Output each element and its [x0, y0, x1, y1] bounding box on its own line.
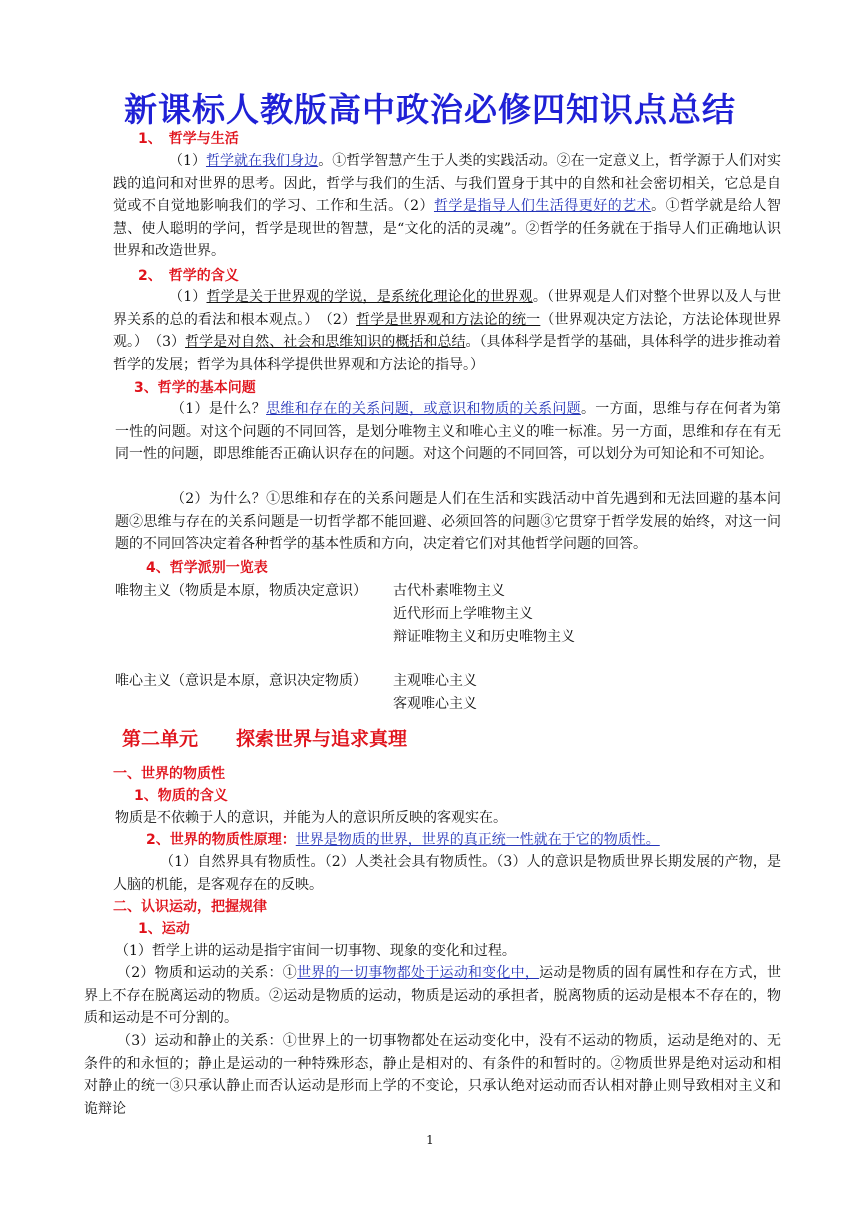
motion-rest-paragraph: （3）运动和静止的关系：①世界上的一切事物都处在运动变化中，没有不运动的物质，运动是绝对的、无条件的和永恒的；静止是运动的一种特殊形态，静止是相对的、有条件的和暂时的。②物质世界是绝对运动和相对静止的统一③只承认静止而否认运动是形而上学的不变论，只承认绝对运动而否认相对静止则导致相对主义和诡辩论	[84, 1033, 781, 1117]
text-run: 。①哲学就是给人智慧、使人聪明的学问，哲学是现世的智慧，是“文化的活的灵魂”。②哲学的任务就在于指导人们正确地认识世界和改造世界。	[113, 198, 782, 260]
underlined-text: 哲学是世界观和方法论的统一	[356, 311, 541, 328]
materiality-principle-line	[146, 829, 660, 849]
subheading-materiality-principle: 2、世界的物质性原理：	[146, 832, 296, 848]
text-run: （1）	[169, 153, 206, 169]
text-run: （2）物质和运动的关系：①	[117, 965, 298, 981]
hyperlink-thinking-and-existence[interactable]: 思维和存在的关系问题，或意识和物质的关系问题	[266, 401, 581, 417]
text-run: （世界观决定方法论，方法论体现世界观。） （3）	[113, 311, 782, 351]
part-2-heading: 二、认识运动，把握规律	[113, 899, 267, 915]
text-run: 。①哲学智慧产生于人类的实践活动。②在一定意义上，哲学源于人们对实践的追问和对世界的思考。因此，哲学与我们的生活、与我们置身于其中的自然和社会密切相关，它总是自觉或不自觉地影响我们的学习、工作和生活。（2）	[113, 153, 781, 215]
matter-definition: 物质是不依赖于人的意识，并能为人的意识所反映的客观实在。	[115, 810, 507, 826]
materiality-paragraph: （1）自然界具有物质性。（2）人类社会具有物质性。（3）人的意识是物质世界长期发展的产物，是人脑的机能，是客观存在的反映。	[113, 854, 781, 893]
page-number: 1	[426, 1133, 434, 1147]
hyperlink-philosophy-around-us[interactable]: 哲学就在我们身边	[205, 153, 319, 169]
matter-motion-paragraph	[84, 962, 781, 1030]
section-3-paragraph-2: （2）为什么？①思维和存在的关系问题是人们在生活和实践活动中首先遇到和无法回避的基本问题②思维与存在的关系问题是一切哲学都不能回避、必须回答的问题③它贯穿于哲学发展的始终，对这一问题的不同回答决定着各种哲学的基本性质和方向，决定着它们对其他哲学问题的回答。	[115, 491, 781, 553]
table-item: 古代朴素唯物主义	[393, 583, 505, 599]
unit-2-heading: 第二单元 探索世界与追求真理	[122, 728, 408, 750]
text-run: 。（世界观是人们对整个世界以及人与世界关系的总的看法和根本观点。） （2）	[113, 289, 782, 328]
section-2-paragraph	[113, 286, 781, 376]
underlined-text: 哲学是关于世界观的学说，是系统化理论化的世界观	[206, 289, 533, 305]
motion-definition: （1）哲学上讲的运动是指宇宙间一切事物、现象的变化和过程。	[115, 943, 516, 959]
part-1-heading: 一、世界的物质性	[113, 766, 225, 782]
text-run: 。一方面，思维与存在何者为第一性的问题。对这个问题的不同回答，是划分唯物主义和唯心主义的唯一标准。另一方面，思维和存在有无同一性的问题，即思维能否正确认识存在的问题。对这个问题的不同回答，可以划分为可知论和不可知论。	[115, 401, 782, 463]
materialism-label: 唯物主义（物质是本原，物质决定意识）	[115, 583, 367, 599]
section-heading-meaning-of-philosophy: 2、 哲学的含义	[138, 268, 239, 284]
table-item: 客观唯心主义	[393, 696, 477, 712]
text-run: 。（具体科学是哲学的基础，具体科学的进步推动着哲学的发展；哲学为具体科学提供世界观和方法论的指导。）	[113, 334, 781, 373]
hyperlink-everything-in-motion[interactable]: 世界的一切事物都处于运动和变化中，	[297, 965, 540, 981]
table-item: 主观唯心主义	[393, 673, 477, 689]
hyperlink-philosophy-art-of-living[interactable]: 哲学是指导人们生活得更好的艺术	[433, 198, 652, 215]
text-run: （1）	[169, 289, 207, 305]
subheading-meaning-of-matter: 1、物质的含义	[134, 788, 228, 804]
idealism-label: 唯心主义（意识是本原，意识决定物质）	[115, 673, 367, 689]
section-1-paragraph	[113, 150, 781, 263]
text-run: 运动是物质的固有属性和存在方式，世界上不存在脱离运动的物质。②运动是物质的运动，物质是运动的承担者，脱离物质的运动是根本不存在的，物质和运动是不可分割的。	[84, 965, 781, 1027]
text-run: （1）是什么？	[171, 401, 267, 417]
table-item: 辩证唯物主义和历史唯物主义	[393, 629, 575, 645]
table-item: 近代形而上学唯物主义	[393, 606, 533, 622]
page-title: 新课标人教版高中政治必修四知识点总结	[124, 90, 736, 129]
subheading-motion: 1、运动	[138, 921, 190, 937]
underlined-text: 哲学是对自然、社会和思维知识的概括和总结	[185, 334, 466, 351]
section-heading-schools-table: 4、哲学派别一览表	[146, 560, 268, 576]
hyperlink-material-world[interactable]: 世界是物质的世界，世界的真正统一性就在于它的物质性。	[295, 832, 660, 848]
section-heading-philosophy-and-life: 1、 哲学与生活	[138, 131, 239, 147]
section-heading-basic-question: 3、哲学的基本问题	[134, 380, 256, 396]
section-3-paragraph-1	[115, 398, 781, 466]
